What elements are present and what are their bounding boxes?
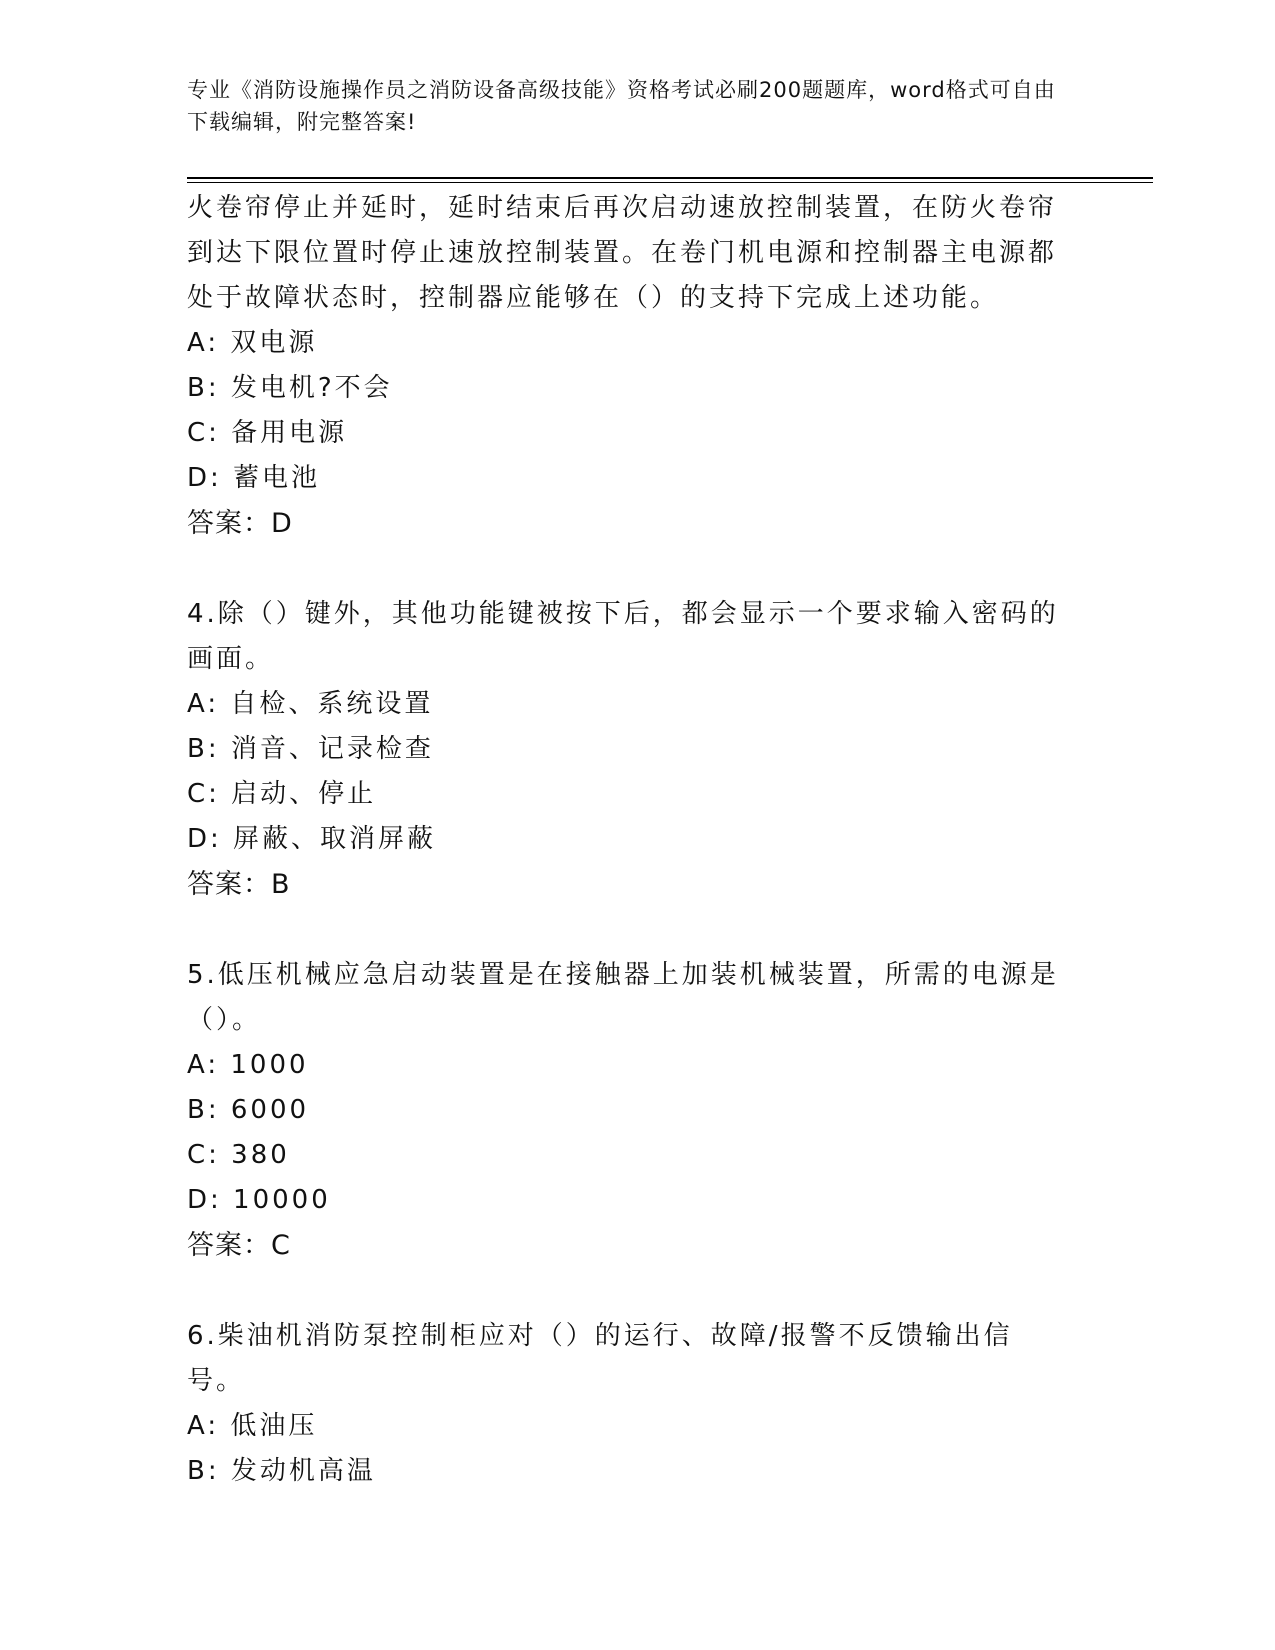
option-c: C: 备用电源 — [187, 418, 348, 448]
option-d: D: 屏蔽、取消屏蔽 — [187, 824, 437, 854]
question-block — [187, 186, 1067, 546]
question-gap — [187, 546, 1067, 592]
option-a: A: 自检、系统设置 — [187, 689, 434, 719]
question-block — [187, 953, 1067, 1268]
question-stem: 火卷帘停止并延时，延时结束后再次启动速放控制装置，在防火卷帘到达下限位置时停止速放控制装置。在卷门机电源和控制器主电源都处于故障状态时，控制器应能够在（）的支持下完成上述功能。 — [187, 193, 1058, 313]
question-gap — [187, 907, 1067, 953]
option-d: D: 10000 — [187, 1185, 331, 1215]
question-stem: 5.低压机械应急启动装置是在接触器上加装机械装置，所需的电源是（）。 — [187, 960, 1059, 1035]
question-list — [187, 186, 1067, 1494]
option-c: C: 启动、停止 — [187, 779, 377, 809]
option-c: C: 380 — [187, 1140, 290, 1170]
answer-line: 答案：D — [187, 508, 293, 539]
header-divider-thin — [187, 182, 1153, 183]
question-gap — [187, 1268, 1067, 1314]
question-stem: 4.除（）键外，其他功能键被按下后，都会显示一个要求输入密码的画面。 — [187, 599, 1059, 674]
option-b: B: 发动机高温 — [187, 1456, 376, 1486]
answer-line: 答案：B — [187, 869, 291, 900]
question-block — [187, 592, 1067, 907]
option-b: B: 消音、记录检查 — [187, 734, 434, 764]
question-stem: 6.柴油机消防泵控制柜应对（）的运行、故障/报警不反馈输出信号。 — [187, 1321, 1013, 1396]
option-a: A: 双电源 — [187, 328, 318, 358]
document-header: 专业《消防设施操作员之消防设备高级技能》资格考试必刷200题题库，word格式可自由下载编辑，附完整答案! — [187, 78, 1056, 134]
header-divider-thick — [187, 177, 1153, 179]
option-a: A: 低油压 — [187, 1411, 318, 1441]
option-b: B: 发电机?不会 — [187, 373, 393, 403]
option-b: B: 6000 — [187, 1095, 310, 1125]
option-d: D: 蓄电池 — [187, 463, 321, 493]
question-block — [187, 1314, 1067, 1494]
answer-line: 答案：C — [187, 1230, 291, 1261]
option-a: A: 1000 — [187, 1050, 309, 1080]
